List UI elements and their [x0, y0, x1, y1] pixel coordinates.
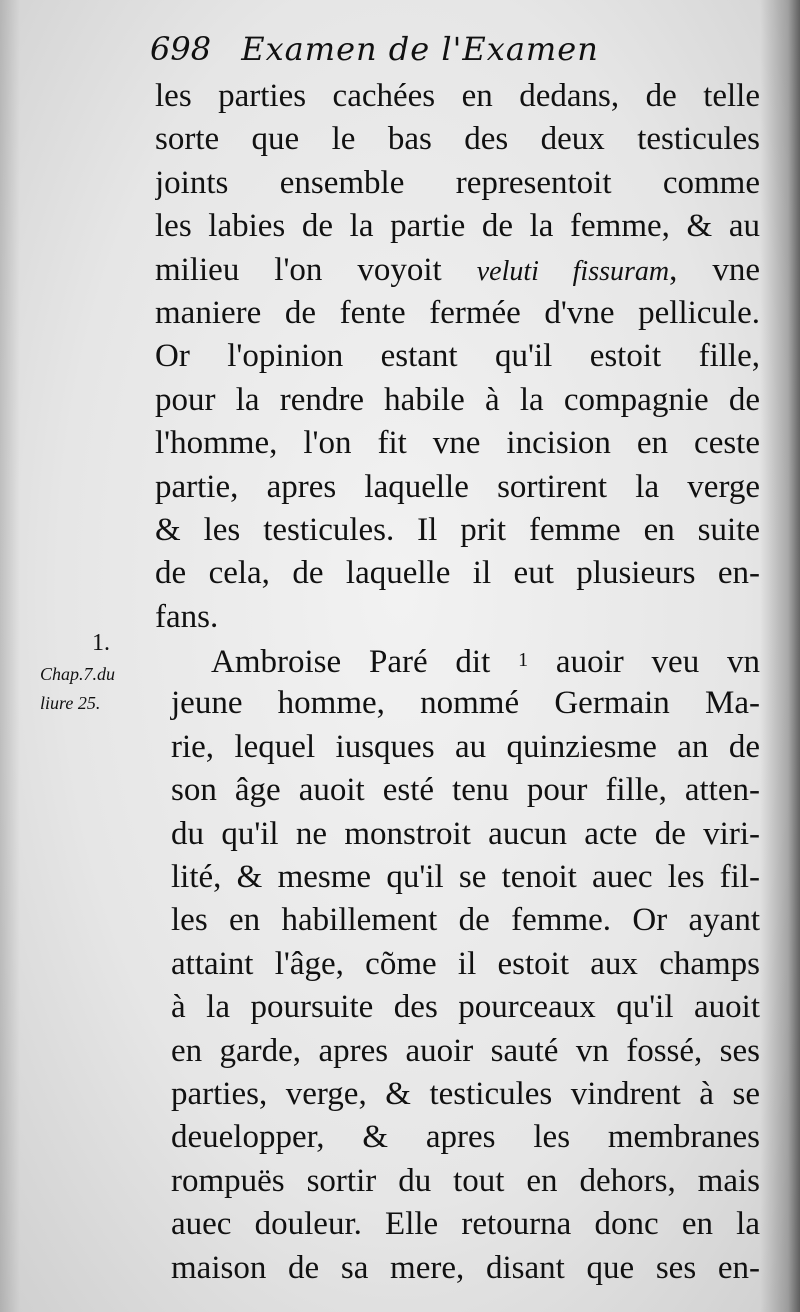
text-line: jeune homme, nommé Germain Ma-	[171, 685, 760, 722]
text-line: & les testicules. Il prit femme en suite	[155, 511, 760, 548]
margin-note-number: 1.	[92, 630, 110, 656]
text-line: attaint l'âge, cõme il estoit aux champs	[171, 945, 760, 982]
text-segment: Ambroise Paré dit	[211, 644, 491, 681]
body-text	[155, 75, 760, 1290]
text-line: rie, lequel iusques au quinziesme an de	[171, 728, 760, 765]
text-segment: , vne	[669, 251, 760, 288]
text-line: parties, verge, & testicules vindrent à se	[171, 1075, 760, 1112]
text-line: pour la rendre habile à la compagnie de	[155, 381, 760, 418]
text-line: rompuës sortir du tout en dehors, mais	[171, 1162, 760, 1199]
text-line: son âge auoit esté tenu pour fille, atten-	[171, 772, 760, 809]
text-line: en garde, apres auoir sauté vn fossé, ses	[171, 1032, 760, 1069]
text-line: sorte que le bas des deux testicules	[155, 121, 760, 158]
paragraph-start-line	[155, 639, 760, 682]
text-line: les labies de la partie de la femme, & au	[155, 208, 760, 245]
text-line: de cela, de laquelle il eut plusieurs en-	[155, 555, 760, 592]
footnote-marker: 1	[518, 649, 529, 672]
text-line: les parties cachées en dedans, de telle	[155, 78, 760, 114]
text-line: auec douleur. Elle retourna donc en la	[171, 1206, 760, 1243]
text-segment: auoir veu vn	[555, 644, 760, 681]
text-line: maniere de fente fermée d'vne pellicule.	[155, 294, 760, 331]
page-left-shadow	[0, 0, 20, 1312]
text-line: partie, apres laquelle sortirent la verge	[155, 468, 760, 505]
text-line: du qu'il ne monstroit aucun acte de viri-	[171, 815, 760, 852]
page-gutter-shadow	[760, 0, 800, 1312]
margin-reference-book: liure 25.	[40, 693, 101, 713]
text-line: l'homme, l'on fit vne incision en ceste	[155, 425, 760, 462]
text-line: fans.	[155, 598, 219, 635]
text-line-with-italic	[155, 249, 760, 292]
text-line: lité, & mesme qu'il se tenoit auec les fil-	[171, 859, 760, 896]
text-segment: milieu l'on voyoit	[155, 251, 442, 288]
text-line: maison de sa mere, disant que ses en-	[171, 1249, 760, 1286]
text-line: à la poursuite des pourceaux qu'il auoit	[171, 989, 760, 1026]
page-number: 698	[150, 30, 212, 68]
running-title: Examen de l'Examen	[241, 30, 599, 68]
text-line: deuelopper, & apres les membranes	[171, 1119, 760, 1156]
running-header	[150, 30, 750, 72]
text-line: les en habillement de femme. Or ayant	[171, 902, 760, 939]
text-line: joints ensemble representoit comme	[155, 164, 760, 201]
latin-phrase: veluti fissuram	[476, 255, 670, 287]
text-line: Or l'opinion estant qu'il estoit fille,	[155, 338, 760, 375]
margin-reference-chapter: Chap.7.du	[40, 664, 116, 684]
